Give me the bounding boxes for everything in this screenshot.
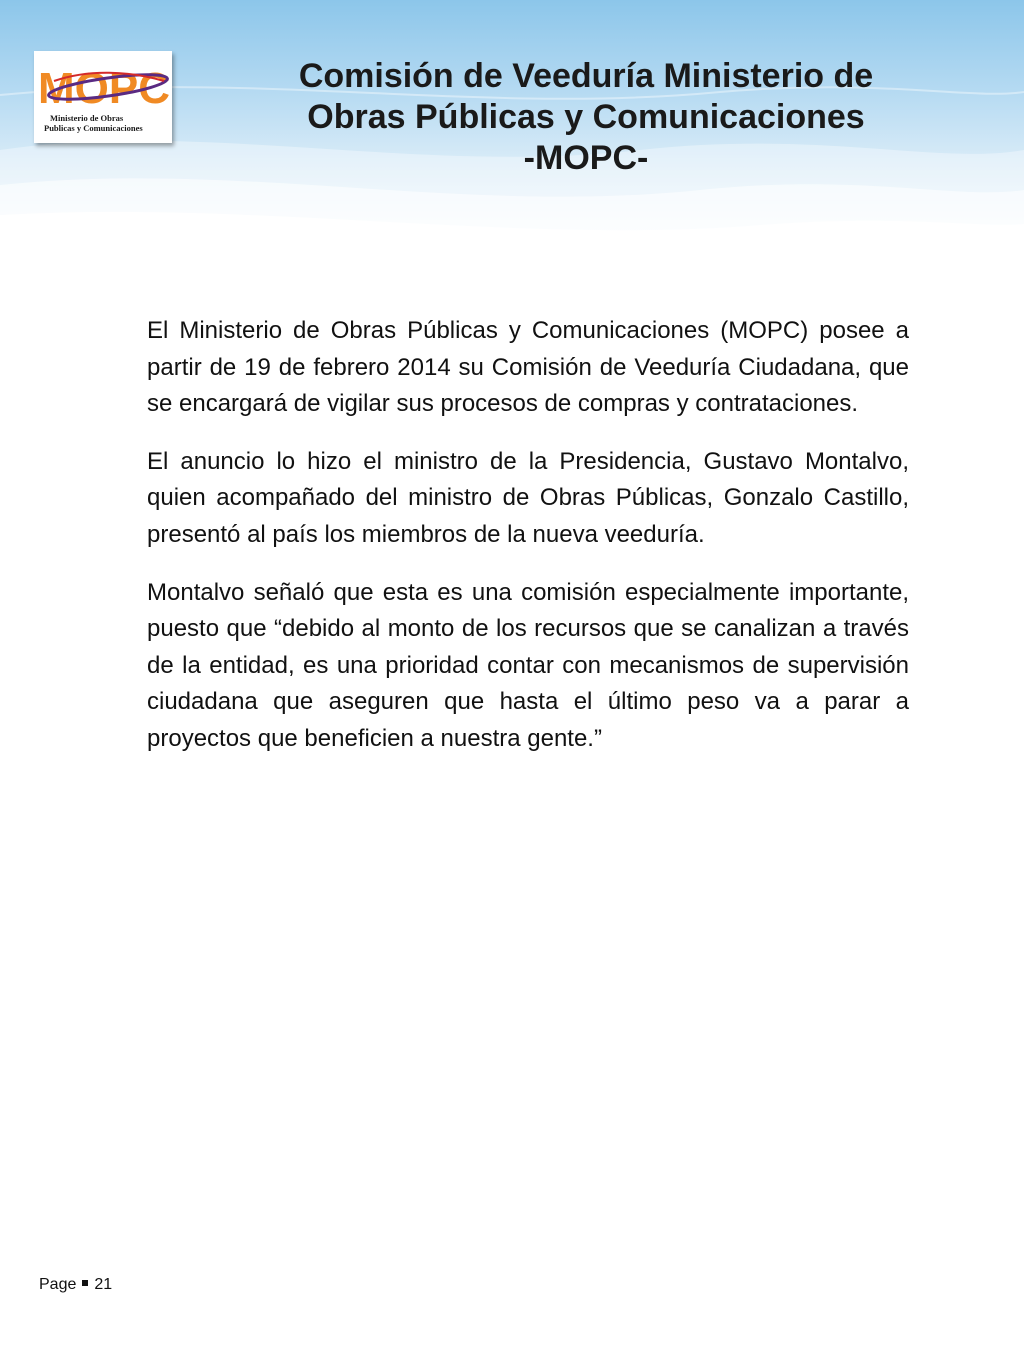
title-line-1: Comisión de Veeduría Ministerio de bbox=[298, 57, 874, 95]
logo-acronym: MOPC bbox=[38, 64, 170, 113]
body-content bbox=[147, 313, 909, 779]
bullet-separator-icon bbox=[82, 1280, 88, 1286]
mopc-logo bbox=[34, 51, 172, 143]
logo-line2: Publicas y Comunicaciones bbox=[44, 123, 143, 133]
paragraph-2: El anuncio lo hizo el ministro de la Presidencia, Gustavo Montalvo, quien acompañado del ministro de Obras Públicas, Gonzalo Castillo, presentó al país los miembros de la nueva veeduría. bbox=[147, 447, 909, 548]
mopc-logo-graphic bbox=[34, 51, 172, 143]
page-title bbox=[250, 56, 922, 179]
page-footer bbox=[39, 1276, 112, 1294]
page-number: 21 bbox=[94, 1276, 113, 1293]
page-label: Page bbox=[39, 1276, 77, 1293]
title-line-3: -MOPC- bbox=[523, 139, 649, 177]
paragraph-1: El Ministerio de Obras Públicas y Comunicaciones (MOPC) posee a partir de 19 de febrero 2014 su Comisión de Veeduría Ciudadana, que se encargará de vigilar sus procesos de compras y contrataciones. bbox=[147, 317, 909, 418]
title-line-2: Obras Públicas y Comunicaciones bbox=[307, 98, 865, 136]
logo-line1: Ministerio de Obras bbox=[50, 113, 124, 123]
paragraph-3: Montalvo señaló que esta es una comisión especialmente importante, puesto que “debido al monto de los recursos que se canalizan a través de la entidad, es una prioridad contar con mecanismos de supervisión ciudadana que aseguren que hasta el último peso va a parar a proyectos que beneficien a nuestra gente.” bbox=[147, 578, 909, 752]
